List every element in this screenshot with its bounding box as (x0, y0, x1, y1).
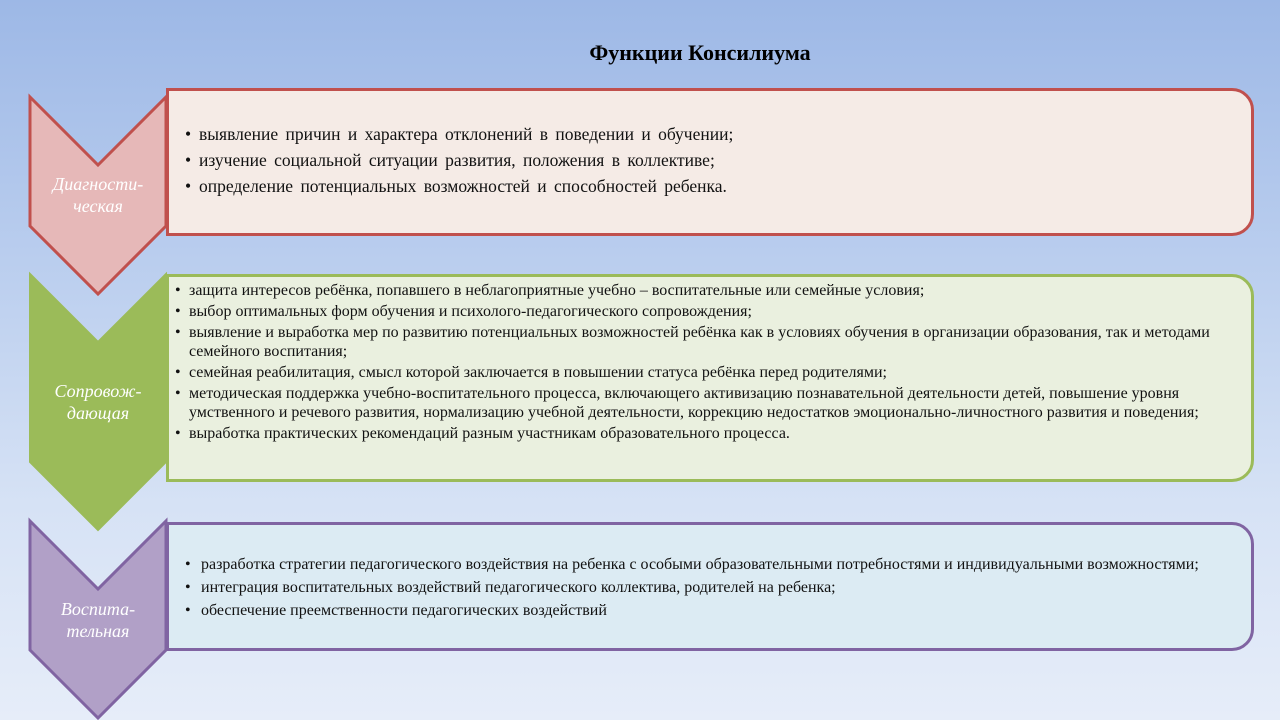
list-item: • выявление и выработка мер по развитию потенциальных возможностей ребёнка как в условиях обучения в организации образования, так и методами семейного воспитания; (171, 323, 1243, 361)
label-diagnostic-line1: Диагности- (52, 174, 144, 194)
box-educational (166, 522, 1254, 651)
list-item: • методическая поддержка учебно-воспитательного процесса, включающего активизацию познавательной деятельности детей, повышение уровня умственного и речевого развития, нормализацию учебной деятельности, коррекцию недостатков эмоционально-личностного развития и поведения; (171, 384, 1243, 422)
list-item: • выбор оптимальных форм обучения и психолого-педагогического сопровождения; (171, 302, 1243, 321)
label-educational (28, 598, 168, 642)
list-diagnostic (179, 121, 1231, 199)
label-educational-line2: тельная (66, 621, 130, 641)
list-item: • изучение социальной ситуации развития, положения в коллективе; (179, 147, 1231, 173)
page-title: Функции Консилиума (589, 40, 811, 65)
label-accompanying-line2: дающая (66, 403, 130, 423)
list-accompanying (171, 281, 1243, 443)
list-item: • интеграция воспитательных воздействий педагогического коллектива, родителей на ребенка; (179, 578, 1233, 598)
list-item: • разработка стратегии педагогического воздействия на ребенка с особыми образовательными потребностями и индивидуальными возможностями; (179, 555, 1233, 575)
box-diagnostic (166, 88, 1254, 236)
label-accompanying-line1: Сопровож- (54, 381, 142, 401)
list-item: • защита интересов ребёнка, попавшего в неблагоприятные учебно – воспитательные или семейные условия; (171, 281, 1243, 300)
list-educational (179, 555, 1233, 621)
label-diagnostic-line2: ческая (73, 196, 123, 216)
list-item: • определение потенциальных возможностей и способностей ребенка. (179, 173, 1231, 199)
box-accompanying (166, 274, 1254, 482)
label-educational-line1: Воспита- (60, 599, 136, 619)
list-item: • обеспечение преемственности педагогических воздействий (179, 601, 1233, 621)
list-item: • семейная реабилитация, смысл которой заключается в повышении статуса ребёнка перед родителями; (171, 363, 1243, 382)
label-diagnostic (28, 173, 168, 217)
list-item: • выявление причин и характера отклонений в поведении и обучении; (179, 121, 1231, 147)
list-item: • выработка практических рекомендаций разным участникам образовательного процесса. (171, 424, 1243, 443)
label-accompanying (28, 380, 168, 424)
